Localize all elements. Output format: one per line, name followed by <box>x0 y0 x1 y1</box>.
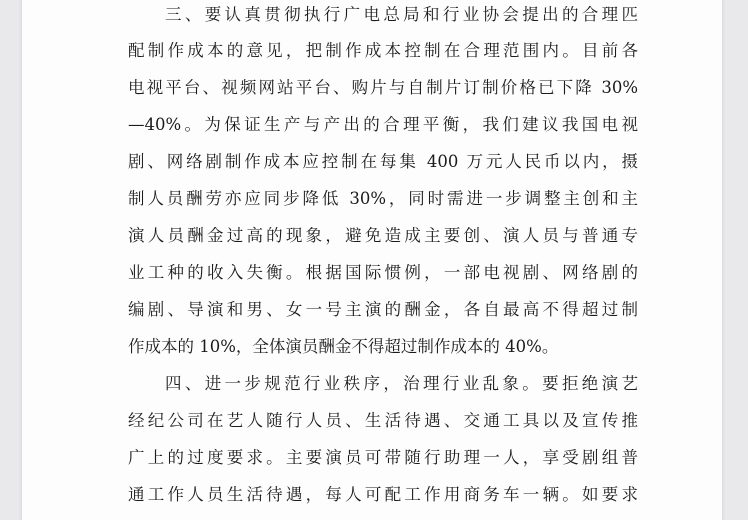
text-line-6: 制人员酬劳亦应同步降低 30%，同时需进一步调整主创和主 <box>128 189 638 208</box>
text-line-9: 编剧、导演和男、女一号主演的酬金，各自最高不得超过制 <box>128 300 638 319</box>
text-line-8: 业工种的收入失衡。根据国际惯例，一部电视剧、网络剧的 <box>128 263 638 282</box>
text-line-7: 演人员酬金过高的现象，避免造成主要创、演人员与普通专 <box>128 226 638 245</box>
text-line-13: 广上的过度要求。主要演员可带随行助理一人，享受剧组普 <box>128 448 638 467</box>
text-line-11: 四、进一步规范行业秩序，治理行业乱象。要拒绝演艺 <box>165 374 638 393</box>
text-line-12: 经纪公司在艺人随行人员、生活待遇、交通工具以及宣传推 <box>128 411 638 430</box>
text-line-10: 作成本的 10%，全体演员酬金不得超过制作成本的 40%。 <box>128 337 559 356</box>
document-page <box>22 0 722 520</box>
text-line-14: 通工作人员生活待遇，每人可配工作用商务车一辆。如要求 <box>128 485 638 504</box>
text-line-1: 三、要认真贯彻执行广电总局和行业协会提出的合理匹 <box>165 5 638 24</box>
text-line-4: —40%。为保证生产与产出的合理平衡，我们建议我国电视 <box>128 115 638 134</box>
text-line-2: 配制作成本的意见，把制作成本控制在合理范围内。目前各 <box>128 41 638 60</box>
text-line-5: 剧、网络剧制作成本应控制在每集 400 万元人民币以内，摄 <box>128 152 638 171</box>
text-line-3: 电视平台、视频网站平台、购片与自制片订制价格已下降 30% <box>128 78 638 97</box>
